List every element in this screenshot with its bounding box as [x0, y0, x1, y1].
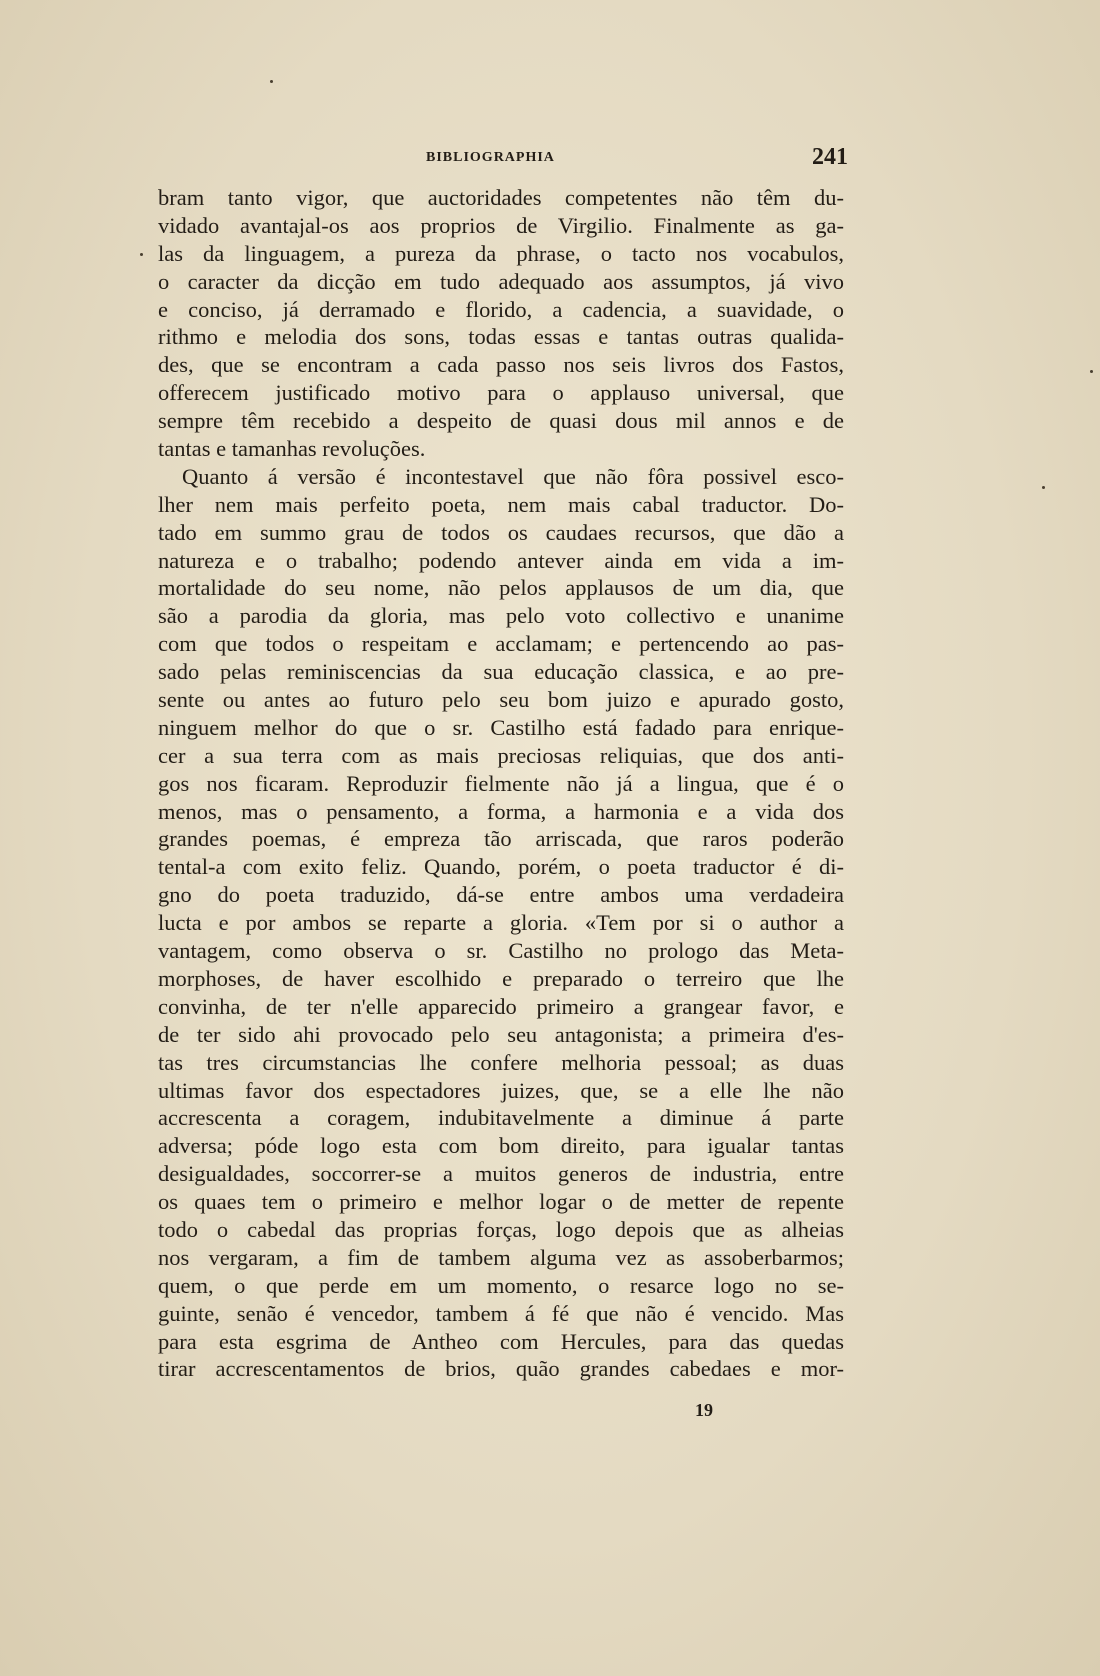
text-line: com que todos o respeitam e acclamam; e pertencendo ao pas-: [158, 631, 844, 657]
text-line: desigualdades, soccorrer-se a muitos generos de industria, entre: [158, 1161, 844, 1187]
body-text: [158, 184, 844, 1383]
text-line: Quanto á versão é incontestavel que não fôra possivel esco-: [182, 463, 844, 489]
text-line: gos nos ficaram. Reproduzir fielmente não já a lingua, que é o: [158, 770, 844, 796]
text-line: sempre têm recebido a despeito de quasi dous mil annos e de: [158, 408, 844, 434]
paper-speck: [270, 80, 273, 83]
text-line: para esta esgrima de Antheo com Hercules, para das quedas: [158, 1328, 844, 1354]
text-line: mortalidade do seu nome, não pelos applausos de um dia, que: [158, 575, 844, 601]
paper-speck: [1042, 486, 1045, 489]
signature-mark: 19: [695, 1400, 713, 1420]
text-line: nos vergaram, a fim de tambem alguma vez as assoberbarmos;: [158, 1244, 844, 1270]
page-header: [158, 144, 848, 174]
text-line: tantas e tamanhas revoluções.: [158, 436, 426, 462]
text-line: ninguem melhor do que o sr. Castilho está fadado para enrique-: [158, 714, 844, 740]
text-line: e conciso, já derramado e florido, a cadencia, a suavidade, o: [158, 296, 844, 322]
text-line: las da linguagem, a pureza da phrase, o tacto nos vocabulos,: [158, 240, 844, 266]
text-line: todo o cabedal das proprias forças, logo depois que as alheias: [158, 1216, 844, 1242]
text-line: rithmo e melodia dos sons, todas essas e tantas outras qualida-: [158, 324, 844, 350]
text-line: vantagem, como observa o sr. Castilho no prologo das Meta-: [158, 938, 844, 964]
page-number: 241: [812, 144, 848, 170]
text-line: lher nem mais perfeito poeta, nem mais cabal traductor. Do-: [158, 491, 844, 517]
running-title: BIBLIOGRAPHIA: [426, 150, 555, 165]
text-line: tental-a com exito feliz. Quando, porém, o poeta traductor é di-: [158, 854, 844, 880]
text-line: convinha, de ter n'elle apparecido primeiro a grangear favor, e: [158, 993, 844, 1019]
text-line: adversa; póde logo esta com bom direito, para igualar tantas: [158, 1133, 844, 1159]
text-line: morphoses, de haver escolhido e preparado o terreiro que lhe: [158, 965, 844, 991]
text-line: sente ou antes ao futuro pelo seu bom juizo e apurado gosto,: [158, 687, 844, 713]
text-line: natureza e o trabalho; podendo antever ainda em vida a im-: [158, 547, 844, 573]
text-line: o caracter da dicção em tudo adequado aos assumptos, já vivo: [158, 268, 844, 294]
text-line: tas tres circumstancias lhe confere melhoria pessoal; as duas: [158, 1049, 844, 1075]
text-line: offerecem justificado motivo para o applauso universal, que: [158, 380, 844, 406]
text-line: bram tanto vigor, que auctoridades competentes não têm du-: [158, 185, 844, 210]
text-line: menos, mas o pensamento, a forma, a harmonia e a vida dos: [158, 798, 844, 824]
text-line: vidado avantajal-os aos proprios de Virgilio. Finalmente as ga-: [158, 212, 844, 238]
text-line: accrescenta a coragem, indubitavelmente a diminue á parte: [158, 1105, 844, 1131]
text-line: des, que se encontram a cada passo nos seis livros dos Fastos,: [158, 352, 844, 378]
text-line: lucta e por ambos se reparte a gloria. «Tem por si o author a: [158, 910, 844, 936]
text-line: de ter sido ahi provocado pelo seu antagonista; a primeira d'es-: [158, 1021, 844, 1047]
text-line: cer a sua terra com as mais preciosas reliquias, que dos anti-: [158, 742, 844, 768]
text-line: tado em summo grau de todos os caudaes recursos, que dão a: [158, 519, 844, 545]
text-line: ultimas favor dos espectadores juizes, que, se a elle lhe não: [158, 1077, 844, 1103]
text-line: guinte, senão é vencedor, tambem á fé que não é vencido. Mas: [158, 1300, 844, 1326]
paper-speck: [1090, 370, 1093, 373]
text-line: os quaes tem o primeiro e melhor logar o de metter de repente: [158, 1189, 844, 1215]
text-line: gno do poeta traduzido, dá-se entre ambos uma verdadeira: [158, 882, 844, 908]
paper-speck: [140, 253, 143, 256]
text-line: tirar accrescentamentos de brios, quão grandes cabedaes e mor-: [158, 1356, 844, 1382]
text-line: são a parodia da gloria, mas pelo voto collectivo e unanime: [158, 603, 844, 629]
text-line: sado pelas reminiscencias da sua educação classica, e ao pre-: [158, 659, 844, 685]
text-line: quem, o que perde em um momento, o resarce logo no se-: [158, 1272, 844, 1298]
text-line: grandes poemas, é empreza tão arriscada, que raros poderão: [158, 826, 844, 852]
